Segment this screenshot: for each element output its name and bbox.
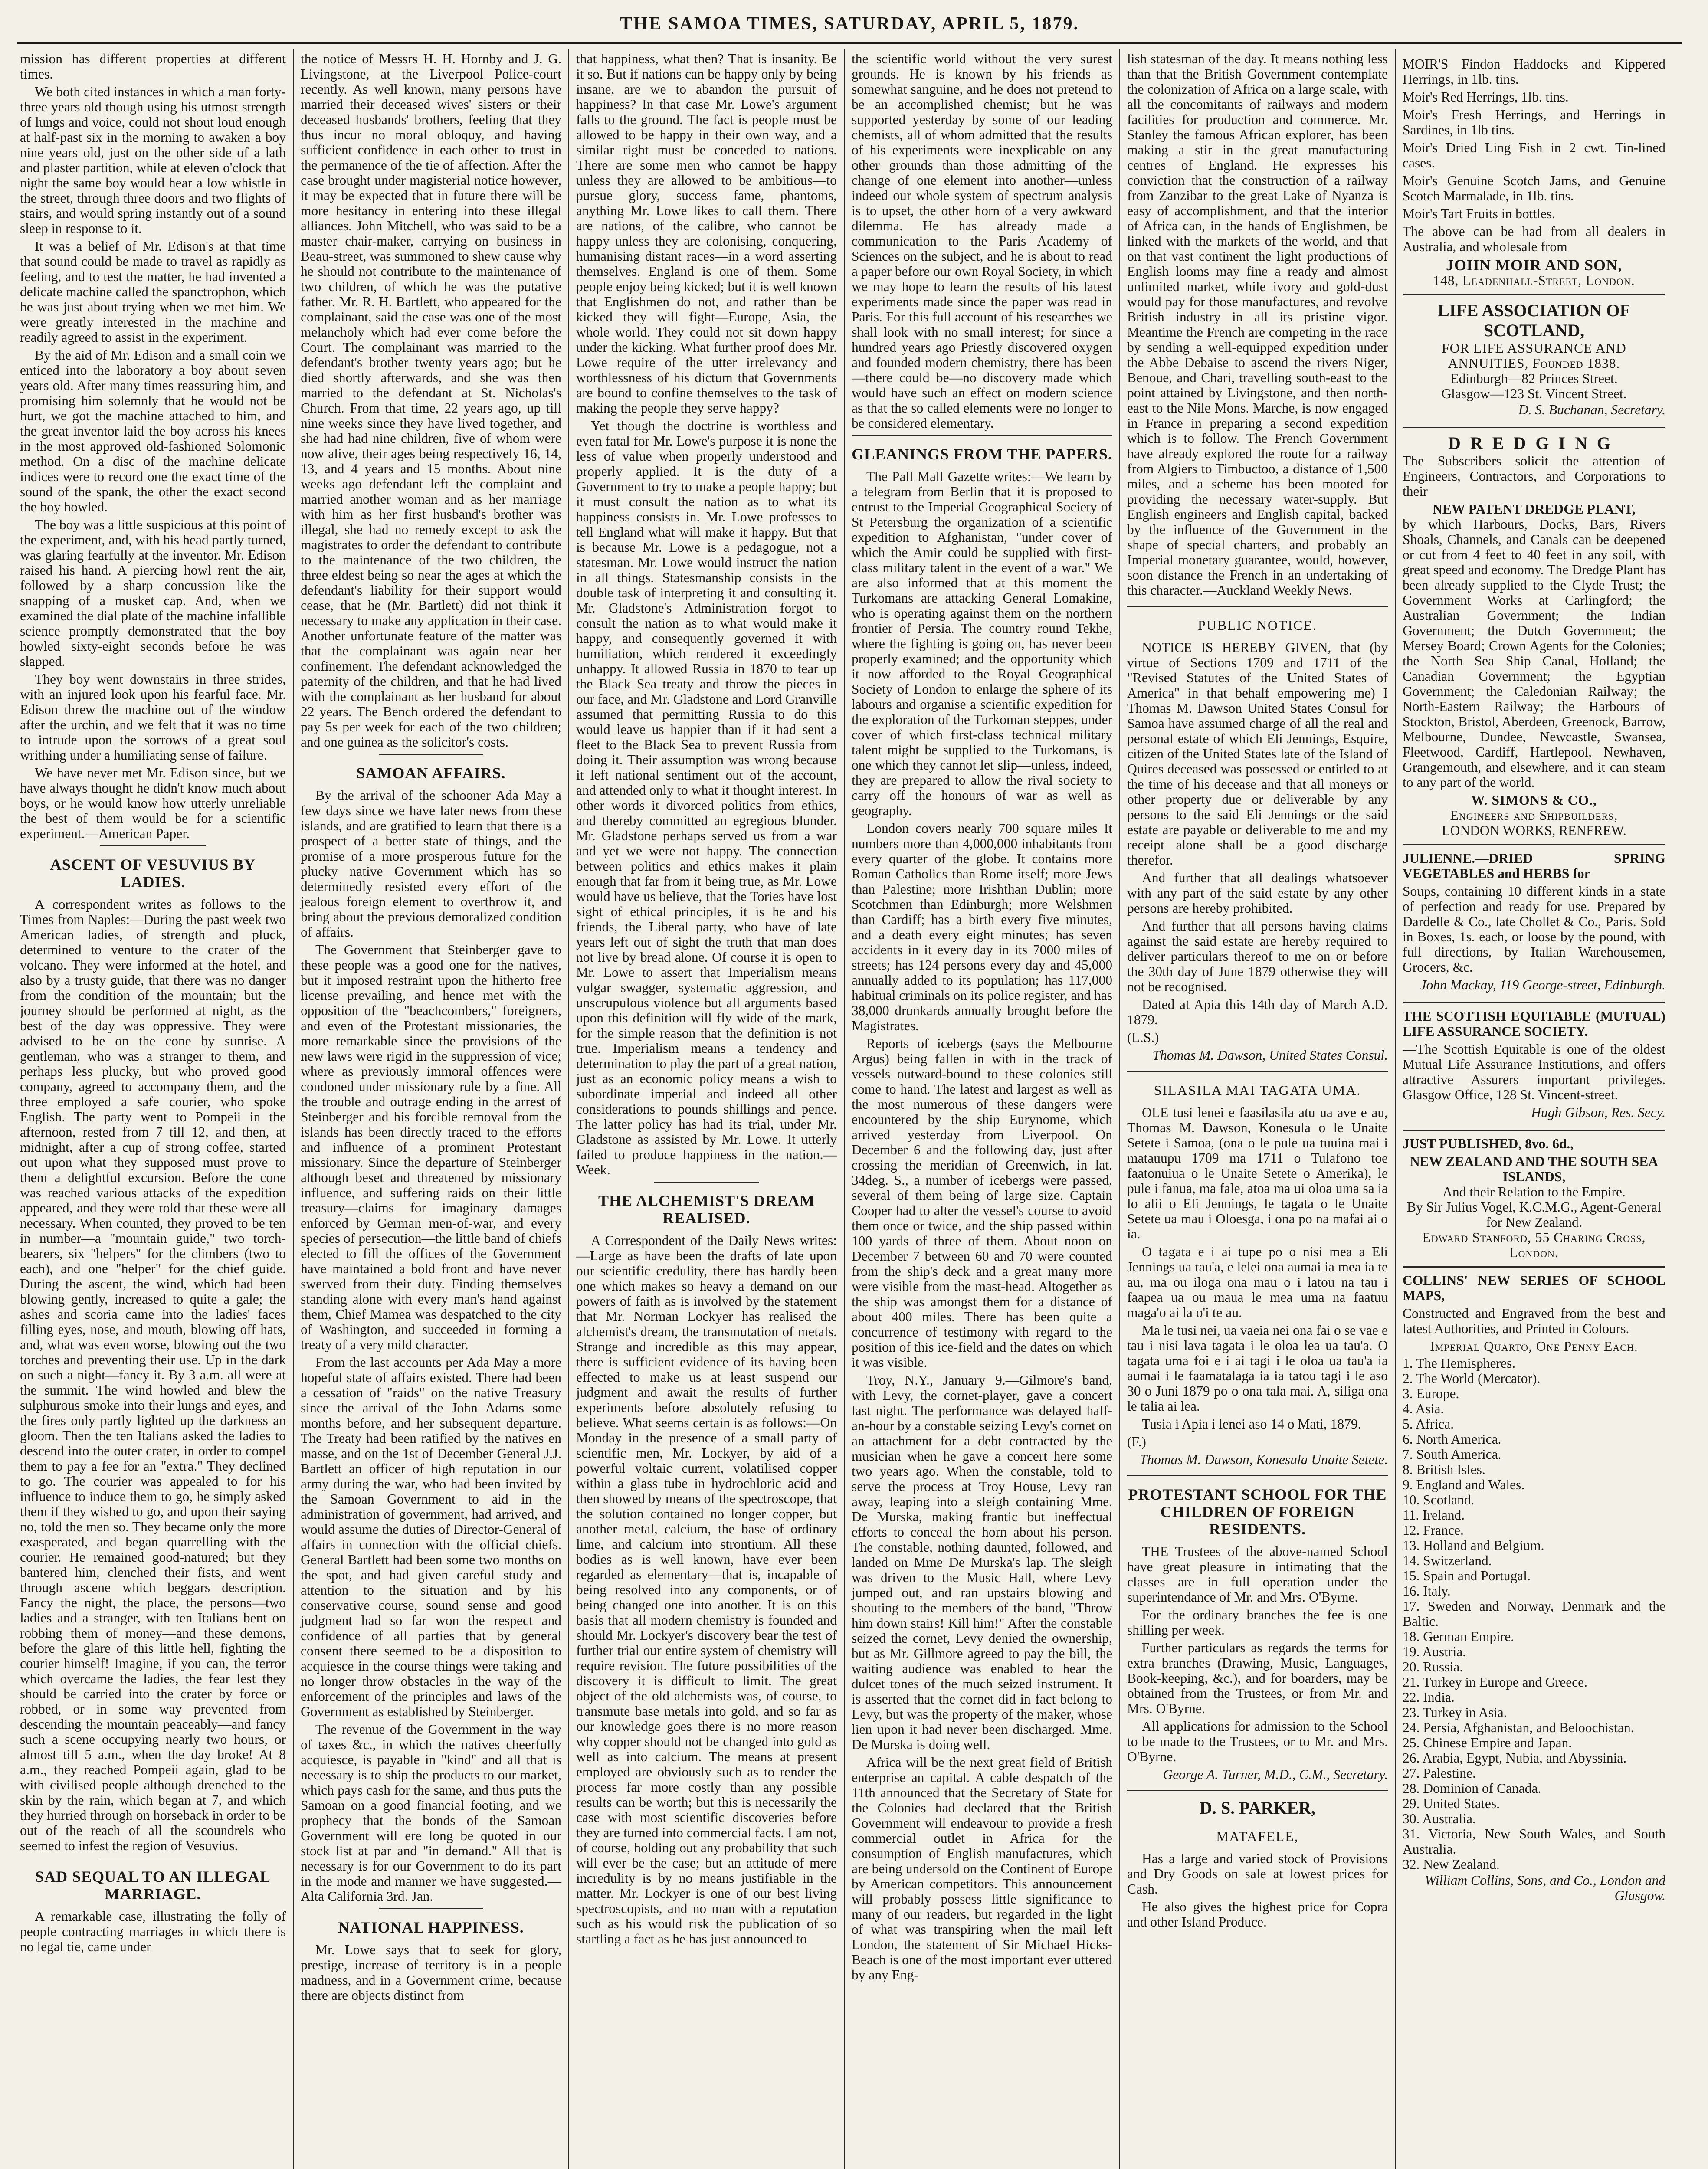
map-list-item: 10. Scotland. — [1403, 1492, 1475, 1507]
ad-heading: D. S. PARKER, — [1199, 1798, 1316, 1818]
ad-line: Soups, containing 10 different kinds in a state of perfection and ready for use. Prepared by Dardelle & Co., late Chollet & Co., Paris. Sold in Boxes, 1s. each, or loose by the pound, with full directions, by Italian Warehousemen, Grocers, &c. — [1403, 884, 1665, 975]
map-list-item: 32. New Zealand. — [1403, 1857, 1500, 1872]
ad-heading: THE SCOTTISH EQUITABLE (MUTUAL) LIFE ASSURANCE SOCIETY. — [1403, 1009, 1665, 1039]
ad-heading: JUST PUBLISHED, 8vo. 6d., — [1403, 1136, 1574, 1151]
ad-line: Moir's Red Herrings, 1lb. tins. — [1403, 89, 1569, 105]
ad-address: 148, Leadenhall-Street, London. — [1433, 273, 1635, 288]
ad-scottish-equitable — [1403, 1003, 1665, 1131]
map-list-item: 18. German Empire. — [1403, 1629, 1515, 1644]
article-paragraph: The Pall Mall Gazette writes:—We learn by a telegram from Berlin that it is proposed to entrust to the Imperial Geographical Society of St Petersburg the organization of a scientific expedition to Afghanistan, "under cover of which the Amir could be supplied with first-class military talent in the event of a war." We are also informed that at this moment the Turkomans are attacking General Lomakine, who is operating against them on the northern frontier of Persia. The country round Tekhe, where the fighting is going on, has never been properly examined; and the opportunity which it now afforded to the Royal Geographical Society of London to enlarge the sphere of its labours and organise a scientific expedition for the exploration of the Turkoman steppes, under cover of which first-class technical military talent might be supplied to the Turkomans, is one which they cannot let slip—unless, indeed, they are prepared to allow the rival society to carry off the honours of war as well as geography. — [852, 469, 1112, 818]
map-list-item: 15. Spain and Portugal. — [1403, 1568, 1531, 1583]
ad-heading: LIFE ASSOCIATION OF SCOTLAND, — [1438, 301, 1630, 340]
map-list-item: 27. Palestine. — [1403, 1766, 1476, 1781]
map-list-item: 2. The World (Mercator). — [1403, 1371, 1541, 1386]
ad-signature: William Collins, Sons, and Co., London and Glasgow. — [1425, 1873, 1665, 1903]
ad-line: By Sir Julius Vogel, K.C.M.G., Agent-General for New Zealand. — [1407, 1199, 1661, 1230]
article-paragraph: Africa will be the next great field of British enterprise an capital. A cable despatch of the 11th announced that the Secretary of State for the Colonies had declared that the British Government will endeavour to provide a fresh commercial outlet in Africa for the consumption of English manufactures, which are being undersold on the Continent of Europe by American competitors. This announcement will probably possess little significance to many of our readers, but regarded in the light of what was transpiring when the mail left London, the statement of Sir Michael Hicks-Beach is one of the most important ever uttered by any Eng- — [852, 1755, 1112, 1982]
article-heading: NATIONAL HAPPINESS. — [338, 1919, 524, 1936]
map-list — [1403, 1356, 1665, 1872]
map-list-item: 22. India. — [1403, 1690, 1455, 1705]
article-paragraph: They boy went downstairs in three strides, with an injured look upon his fearful face. Mr. Edison threw the machine out of the window after the urchin, and we felt that it was no time to intrude upon the sorrows of a great soul writhing under a humiliating sense of failure. — [20, 672, 286, 763]
ad-heading: DREDGING — [1448, 433, 1620, 453]
ad-julienne — [1403, 845, 1665, 1003]
article-paragraph: Mr. Lowe says that to seek for glory, prestige, increase of territory is in a people madness, and in a Government crime, because there are objects distinct from — [301, 1942, 561, 2003]
ad-firm: Engineers and Shipbuilders, — [1450, 808, 1618, 823]
ad-line: Moir's Dried Ling Fish in 2 cwt. Tin-lined cases. — [1403, 140, 1665, 170]
article-paragraph: lish statesman of the day. It means nothing less than that the British Government contemplate the colonization of Africa on a large scale, with all the concomitants of railways and modern facilities for production and commerce. Mr. Stanley the famous African explorer, has been making a stir in the great manufacturing centres of England. He expresses his conviction that the construction of a railway from Zanzibar to the great Lake of Nyanza is easy of accomplishment, and that the interior of Africa can, in the hands of Englishmen, be linked with the markets of the world, and that on that vast continent the light productions of English looms may fine a ready and almost unlimited market, while ivory and gold-dust would pay for those manufactures, and revolve British industry in all its pristine vigor. Meantime the French are competing in the race by sending a well-equipped expedition under the Abbe Debaise to ascend the rivers Niger, Benoue, and Chari, travelling south-east to the point attained by Livingstone, and then north-east to the Nile Mons. Marche, is now engaged in France in preparing a second expedition which is to follow. The French Government have already explored the route for a railway from Algiers to Timbuctoo, a distance of 1,500 miles, and a scheme has been mooted for providing the necessary water-supply. But English engineers and English capital, backed by the influence of the Government in the shape of special charters, and probably an Imperial monetary guarantee, would, however, soon distance the French in an undertaking of this character.—Auckland Weekly News. — [1127, 51, 1388, 598]
ad-subheading: NEW PATENT DREDGE PLANT, — [1433, 501, 1636, 517]
masthead-title: THE SAMOA TIMES, SATURDAY, APRIL 5, 1879. — [620, 14, 1079, 34]
notice-paragraph: OLE tusi lenei e faasilasila atu ua ave e au, Thomas M. Dawson, Konesula o le Unaite Setete i Samoa, (ona o le pule ua tuuina mai i matauupu 1709 ma 1711 o Tulafono toe faatonuiua o le Unaite Setete o Amerika), le pule i fanua, ma fale, atoa ma ui oloa uma sa ia lo alii o Eli Jennings, le tagata o le Unaite Setete ua mau i Oloesga, i ona po na mafai ai o ia. — [1127, 1105, 1388, 1242]
map-list-item: 11. Ireland. — [1403, 1507, 1465, 1523]
article-paragraph: The revenue of the Government in the way of taxes &c., in which the natives cheerfully acquiesce, is payable in "kind" and all that is necessary is to ship the products to our market, which pays cash for the same, and thus puts the Samoan on a good financial footing, and we prophecy that the bonds of the Samoan Government will ere long be quoted in our stock list at par and "in demand." All that is necessary is for our Government to do its part in the mode and manner we have suggested.—Alta California 3rd. Jan. — [301, 1722, 561, 1904]
map-list-item: 25. Chinese Empire and Japan. — [1403, 1735, 1572, 1750]
ad-line: The above can be had from all dealers in Australia, and wholesale from — [1403, 224, 1665, 254]
ad-line: MOIR'S Findon Haddocks and Kippered Herrings, in 1lb. tins. — [1403, 56, 1665, 87]
map-list-item: 7. South America. — [1403, 1447, 1501, 1462]
columns — [17, 49, 1682, 2169]
map-list-item: 29. United States. — [1403, 1796, 1500, 1811]
ad-title: NEW ZEALAND AND THE SOUTH SEA ISLANDS, — [1410, 1154, 1659, 1184]
divider — [100, 845, 206, 846]
article-paragraph: mission has different properties at different times. — [20, 51, 286, 82]
masthead-rule — [17, 42, 1682, 44]
notice-paragraph: THE Trustees of the above-named School have great pleasure in intimating that the classes are in full operation under the superintendance of Mr. and Mrs. O'Byrne. — [1127, 1544, 1388, 1605]
article-paragraph: From the last accounts per Ada May a more hopeful state of affairs existed. There had been a cessation of "raids" on the native Treasury since the arrival of the John Adams some months before, and her subsequent departure. The Treaty had been ratified by the natives en masse, and on the 1st of December General J.J. Bartlett an officer of high reputation in our army during the war, who had been invited by the Samoan Government to aid in the administration of government, had arrived, and would assume the duties of Director-General of affairs in connection with the official chiefs. General Bartlett had been some two months on the spot, and had given careful study and attention to the situation and by his conservative course, sound sense and good judgment had so far won the respect and confidence of all parties that by general consent there seemed to be a disposition to acquiesce in the course things were taking and no longer throw obstacles in the way of the enforcement of the principles and laws of the Government as established by Steinberger. — [301, 1355, 561, 1719]
article-heading: ASCENT OF VESUVIUS BY LADIES. — [50, 856, 256, 891]
ad-heading: JULIENNE.—DRIED SPRING VEGETABLES and HERBS for — [1403, 851, 1665, 881]
map-list-item: 13. Holland and Belgium. — [1403, 1538, 1544, 1553]
article-paragraph: Yet though the doctrine is worthless and even fatal for Mr. Lowe's purpose it is none the less of value when properly understood and properly applied. It is the duty of a Government to try to make a people happy; but it must consult the nation as to what its happiness consists in. Mr. Lowe professes to tell England what will make it happy. But that is because Mr. Lowe is a pedagogue, not a statesman. Mr. Lowe would instruct the nation in all things. Statesmanship consists in the double task of interpreting it and consulting it. Mr. Gladstone's Administration forgot to consult the nation as to what would make it happy, and consequently governed it with humiliation, which rendered it exceedingly unhappy. It allowed Russia in 1870 to tear up the Black Sea treaty and throw the pieces in our face, and Mr. Gladstone and Lord Granville assumed that permitting Russia to do this would leave us happier than if it had sent a fleet to the Black Sea to prevent Russia from doing it. Their assumption was wrong because it left national sentiment out of the account, and attended only to what it thought interest. In other words it divorced politics from ethics, and thereby committed an egregious blunder. Mr. Gladstone perhaps served us from a war and yet we were not happy. The connection between politics and ethics makes it plain enough that far from it being true, as Mr. Lowe would have us believe, that the Tories have lost sight of ethical principles, it is he and his friends, the Liberal party, who have of late years left out of sight the truth that man does not live by bread alone. Of course it is open to Mr. Lowe to assert that Imperialism means vulgar swagger, systematic aggression, and unscrupulous violence but all arguments based upon this definition will fly wide of the mark, for the simple reason that the definition is not true. Imperialism means a tendency and determination to play the part of a great nation, just as an economic policy means a wish to subordinate imperial and indeed all other considerations to pounds shillings and pence. The latter policy has had its trial, under Mr. Gladstone as assisted by Mr. Lowe. It utterly failed to produce happiness in the nation.—Week. — [576, 418, 837, 1177]
notice-seal: (F.) — [1127, 1434, 1146, 1449]
divider — [1127, 606, 1388, 607]
masthead — [17, 9, 1682, 39]
article-paragraph: the notice of Messrs H. H. Hornby and J. G. Livingstone, at the Liverpool Police-court recently. As well known, many persons have married their deceased wives' sisters or their deceased husbands' brothers, feeling that they thus incur no moral obloquy, and having sufficient confidence in each other to trust in the permanence of the tie of affection. After the case brought under magisterial notice however, it may be expected that in future there will be more hesitancy in entering into these illegal alliances. John Mitchell, who was said to be a master chair-maker, carrying on business in Beau-street, was summoned to shew cause why he should not contribute to the maintenance of two children, of which he was the putative father. Mr. R. H. Bartlett, who appeared for the complainant, said the case was one of the most melancholy which had ever come before the Court. The complainant was married to the defendant's brother twenty years ago; but he died shortly afterwards, and she was then married to the defendant at St. Nicholas's Church. From that time, 22 years ago, up till nine weeks since they have lived together, and she had had nine children, five of whom were now alive, their ages being respectively 16, 14, 13, and 4 years and 15 months. About nine weeks ago defendant left the complaint and married another woman and as her marriage with him as her first husband's brother was illegal, she had no remedy except to ask the magistrates to order the defendant to contribute to the maintenance of the two children, the three eldest being so near the ages at which the defendant's liability for their support would cease, that he (Mr. Bartlett) did not think it necessary to make any application in their case. Another unfortunate feature of the matter was that the complainant was again near her confinement. The defendant acknowledged the paternity of the children, and that he had lived with the complainant as her husband for about 22 years. The Bench ordered the defendant to pay 5s per week for each of the two children; and one guinea as the solicitor's costs. — [301, 51, 561, 750]
column-6-ads — [1395, 49, 1672, 2169]
ad-subheading: Imperial Quarto, One Penny Each. — [1430, 1339, 1638, 1354]
article-paragraph: Reports of icebergs (says the Melbourne Argus) being fallen in with in the track of vessels outward-bound to these colonies still come to hand. The latest and largest as well as the most numerous of these dangers were encountered by the ship Eurynome, which arrived yesterday from Liverpool. On December 6 and the following day, just after crossing the meridian of Greenwich, in lat. 34deg. S., a number of icebergs were passed, several of them being of large size. Captain Cooper had to alter the vessel's course to avoid them once or twice, and the ship passed within 100 yards of three of them. About noon on December 7 between 60 and 70 were counted from the ship's deck and a great many more were visible from the mast-head. Altogether as the ship was amongst them for a distance of about 400 miles. There has been quite a concurrence of testimony with regard to the position of this ice-field and the dates on which it was visible. — [852, 1036, 1112, 1370]
notice-heading: PROTESTANT SCHOOL FOR THE CHILDREN OF FOREIGN RESIDENTS. — [1128, 1486, 1387, 1538]
ad-line: —The Scottish Equitable is one of the oldest Mutual Life Assurance Institutions, and offers attractive Assurers important privileges. Glasgow Office, 128 St. Vincent-street. — [1403, 1042, 1665, 1102]
ad-paragraph: He also gives the highest price for Copra and other Island Produce. — [1127, 1899, 1388, 1930]
column-2 — [293, 49, 568, 2169]
map-list-item: 6. North America. — [1403, 1432, 1501, 1447]
ad-line: Moir's Genuine Scotch Jams, and Genuine Scotch Marmalade, in 1lb. tins. — [1403, 173, 1665, 203]
ad-address: Glasgow—123 St. Vincent Street. — [1441, 386, 1627, 401]
ad-signature: D. S. Buchanan, Secretary. — [1518, 402, 1665, 417]
map-list-item: 9. England and Wales. — [1403, 1477, 1525, 1492]
ad-line: Moir's Tart Fruits in bottles. — [1403, 206, 1556, 221]
ad-subheading: And their Relation to the Empire. — [1442, 1184, 1626, 1199]
article-paragraph: We both cited instances in which a man forty-three years old though using his utmost strength of lungs and voice, could not shout loud enough at half-past six in the morning to awaken a boy nine years old, just on the other side of a lath and plaster partition, while at eleven o'clock that night the same boy would hear a low whistle in the street, through three doors and two flights of stairs, and would spring instantly out of a sound sleep in response to it. — [20, 84, 286, 236]
notice-paragraph: For the ordinary branches the fee is one shilling per week. — [1127, 1607, 1388, 1638]
ad-life-association — [1403, 295, 1665, 428]
divider — [654, 1182, 758, 1183]
article-paragraph: It was a belief of Mr. Edison's at that time that sound could be made to travel as rapidly as feeling, and to test the matter, he had invented a delicate machine called the spanctrophon, which he was just about trying when we met him. We were greatly interested in the machine and readily agreed to assist in the experiment. — [20, 239, 286, 345]
map-list-item: 28. Dominion of Canada. — [1403, 1781, 1541, 1796]
article-paragraph: By the aid of Mr. Edison and a small coin we enticed into the laboratory a boy about seven years old. After many times reassuring him, and promising him solemnly that he would not be hurt, we got the machine attached to him, and the great inventor laid the boy across his knees in the most approved old-fashioned Solomonic method. On a disc of the machine delicate indices were to record one the exact time of the sound of the spank, the other the exact second the boy howled. — [20, 347, 286, 514]
map-list-item: 17. Sweden and Norway, Denmark and the Baltic. — [1403, 1599, 1665, 1629]
ad-dredging — [1403, 428, 1665, 845]
notice-paragraph: And further that all persons having claims against the said estate are hereby required to deliver particulars thereof to me on or before the 30th day of June 1879 otherwise they will not be recognised. — [1127, 918, 1388, 994]
article-paragraph: We have never met Mr. Edison since, but we have always thought he didn't know much about boys, or he would know how utterly unreliable the best of them would be for a scientific experiment.—American Paper. — [20, 765, 286, 841]
map-list-item: 1. The Hemispheres. — [1403, 1356, 1516, 1371]
ad-address: Edinburgh—82 Princes Street. — [1450, 371, 1618, 386]
map-list-item: 14. Switzerland. — [1403, 1553, 1492, 1568]
map-list-item: 8. British Isles. — [1403, 1462, 1485, 1477]
notice-paragraph: Further particulars as regards the terms for extra branches (Drawing, Music, Languages, Book-keeping, &c.), and for boarders, may be obtained from the Trustees, or from Mr. and Mrs. O'Byrne. — [1127, 1640, 1388, 1716]
divider — [852, 435, 1112, 436]
article-heading: GLEANINGS FROM THE PAPERS. — [852, 446, 1112, 463]
map-list-item: 23. Turkey in Asia. — [1403, 1705, 1507, 1720]
article-heading: SAMOAN AFFAIRS. — [356, 764, 506, 782]
notice-paragraph: And further that all dealings whatsoever with any part of the said estate by any other persons are hereby prohibited. — [1127, 870, 1388, 916]
notice-paragraph: NOTICE IS HEREBY GIVEN, that (by virtue of Sections 1709 and 1711 of the "Revised Statutes of the United States of America" in that behalf empowering me) I Thomas M. Dawson United States Consul for Samoa have assumed charge of all the real and personal estate of which Eli Jennings, Esquire, citizen of the United States late of the Island of Quires deceased was possessed or entitled to at the time of his decease and that all moneys or other property due or deliverable by any persons to the said Eli Jennings or the said estate are payable or deliverable to me and my receipt alone shall be a good discharge therefor. — [1127, 640, 1388, 868]
ad-firm: JOHN MOIR AND SON, — [1446, 256, 1623, 274]
column-3 — [568, 49, 844, 2169]
ad-address: Edward Stanford, 55 Charing Cross, London. — [1422, 1230, 1646, 1260]
ad-line: The Subscribers solicit the attention of Engineers, Contractors, and Corporations to their — [1403, 453, 1665, 499]
column-4 — [844, 49, 1119, 2169]
ad-line: Constructed and Engraved from the best and latest Authorities, and Printed in Colours. — [1403, 1306, 1665, 1336]
notice-paragraph: Tusia i Apia i lenei aso 14 o Mati, 1879. — [1142, 1416, 1361, 1432]
ad-subheading: MATAFELE, — [1216, 1828, 1299, 1844]
divider — [1127, 1790, 1388, 1791]
article-paragraph: A correspondent writes as follows to the Times from Naples:—During the past week two American ladies, of strength and pluck, determined to venture to the crater of the volcano. They were informed at the hotel, and also by a trusty guide, that there was no danger from the condition of the mountain; but the journey should be performed at night, as the best of the day was oppressive. They were advised to be on the cone by sunrise. A gentleman, who was a stranger to them, and perhaps less plucky, but who proved good company, agreed to accompany them, and the three employed a safe courier, who spoke English. The party went to Pompeii in the afternoon, rested from 7 till 12, and then, at midnight, after a cup of strong coffee, started out upon what they supposed must prove to them a delightful excursion. Before the cone was reached various attacks of the expedition appeared, and they were told that these were all necessary. When counted, they proved to be ten in number—a "mountain guide," two torch-bearers, six "helpers" for the climbers (two to each), and one "helper" for the chief guide. During the ascent, the wind, which had been blowing gently, increased to quite a gale; the ashes and scoria came into the ladies' faces filling eyes, nose, and mouth, blowing off hats, and, what was even worse, blowing out the two torches and preventing their use. Up in the dark on such a night—fancy it. By 3 a.m. all were at the summit. The wind howled and blew the sulphurous smoke into their lungs and eyes, and the fires only partly lighted up the darkness an gloom. Then the ten Italians asked the ladies to descend into the outer crater, in order to compel them to pay a fee for an "extra." They declined to go. The courier was appealed to for his influence to induce them to go, he simply asked them if they wished to go, and upon their saying no, told the men so. They became only the more exasperated, and began quarrelling with the courier. He remained good-natured; but they bantered him, clenched their fists, and went through ascene which beggars description. Fancy the night, the place, the persons—two ladies and a stranger, with ten Italians bent on robbing them of money—and these demons, before the glare of this little hell, fighting the courier himself! Imagine, if you can, the terror which overcame the ladies, the fear lest they should be carried into the crater by force or robbed, or in some way prevented from descending the mountain peaceably—and fancy such a scene occupying nearly two hours, or almost till 5 a.m., when the day broke! At 8 a.m., they reached Pompeii again, glad to be with civilised people although drenched to the skin by the rain, which began at 7, and which they hurried through on horseback in order to be out of the reach of all the scoundrels who seemed to infest the region of Vesuvius. — [20, 897, 286, 1853]
map-list-item: 21. Turkey in Europe and Greece. — [1403, 1674, 1588, 1690]
map-list-item: 19. Austria. — [1403, 1644, 1466, 1659]
article-paragraph: London covers nearly 700 square miles It numbers more than 4,000,000 inhabitants from every quarter of the globe. It contains more Roman Catholics than Rome itself; more Jews than Palestine; more Irishthan Dublin; more Scotchmen than Edinburgh; more Welshmen than Cardiff; has a birth every five minutes, and a death every eight minutes; has seven accidents in it every day in its 7000 miles of streets; has 124 persons every day and 45,000 annually added to its population; has 117,000 habitual criminals on its police register, and has 38,000 drunkards annually brought before the Magistrates. — [852, 821, 1112, 1033]
notice-seal: (L.S.) — [1127, 1030, 1159, 1045]
divider — [1127, 1475, 1388, 1476]
map-list-item: 12. France. — [1403, 1523, 1464, 1538]
notice-paragraph: Ma le tusi nei, ua vaeia nei ona fai o se vae e tau i nisi lava tagata i le oloa lea ua tau'a. O tagata uma foi e i ai tagi i le oloa ua tau'a ia aumai i le faamatalaga ia ia tatou tagi i le aso 30 o Juni 1879 po o ona tala mai. A, siliga ona le talia ai lea. — [1127, 1323, 1388, 1414]
divider — [379, 754, 483, 755]
notice-signature: Thomas M. Dawson, Konesula Unaite Setete. — [1139, 1452, 1388, 1467]
map-list-item: 4. Asia. — [1403, 1401, 1444, 1416]
article-paragraph: A remarkable case, illustrating the folly of people contracting marriages in which there is no legal tie, came under — [20, 1909, 286, 1954]
map-list-item: 20. Russia. — [1403, 1659, 1463, 1674]
map-list-item: 30. Australia. — [1403, 1811, 1476, 1826]
notice-heading: SILASILA MAI TAGATA UMA. — [1154, 1082, 1361, 1098]
notice-paragraph: O tagata e i ai tupe po o nisi mea a Eli Jennings ua tau'a, e lelei ona aumai ia mea ia te au, ma ou iloga ona mau o i latou na tau i faapea ua ou maua le mea uma na faatuu maga'o ai la o'i te au. — [1127, 1244, 1388, 1320]
map-list-item: 16. Italy. — [1403, 1583, 1451, 1599]
column-1 — [17, 49, 293, 2169]
article-heading: THE ALCHEMIST'S DREAM REALISED. — [598, 1192, 815, 1227]
ad-signature: John Mackay, 119 George-street, Edinburgh. — [1420, 977, 1665, 993]
ad-subheading: FOR LIFE ASSURANCE AND ANNUITIES, Founded 1838. — [1442, 341, 1626, 371]
article-paragraph: By the arrival of the schooner Ada May a few days since we have later news from these islands, and are gratified to learn that there is a prospect of a better state of things, and the promise of a more prosperous future for the plucky native Government which has so determinedly resisted every effort of the jealous foreign element to overthrow it, and bring about the previous demoralized condition of affairs. — [301, 788, 561, 940]
map-list-item: 24. Persia, Afghanistan, and Beloochistan. — [1403, 1720, 1634, 1735]
map-list-item: 31. Victoria, New South Wales, and South Australia. — [1403, 1826, 1665, 1857]
article-heading: SAD SEQUAL TO AN ILLEGAL MARRIAGE. — [35, 1868, 271, 1903]
ad-signature: Hugh Gibson, Res. Secy. — [1531, 1105, 1665, 1120]
map-list-item: 3. Europe. — [1403, 1386, 1459, 1401]
article-paragraph: that happiness, what then? That is insanity. Be it so. But if nations can be happy only by being insane, are we to abandon the pursuit of happiness? In that case Mr. Lowe's argument falls to the ground. The fact is people must be allowed to be happy in their own way, and a similar right must be conceded to nations. There are some men who cannot be happy unless they are allowed to be ambitious—to pursue glory, success fame, phantoms, anything Mr. Lowe likes to call them. There are nations, of the calibre, who cannot be happy unless they are colonising, conquering, humanising distant races—in a word asserting themselves. England is one of them. Some people enjoy being kicked; but it is well known that Englishmen do not, and rather than be kicked they will fight—Europe, Asia, the whole world. They could not sit down happy under the kicking. What further proof does Mr. Lowe require of the utter irrelevancy and worthlessness of his dictum that Governments are bound to confine themselves to the task of making the people they serve happy? — [576, 51, 837, 416]
ad-line: by which Harbours, Docks, Bars, Rivers Shoals, Channels, and Canals can be deepened or cut from 4 feet to 40 feet in any soil, with great speed and economy. The Dredge Plant has been already supplied to the Clyde Trust; the Government Works at Carlingford; the Australian Government; the Indian Government; the Dutch Government; the Mersey Board; Crown Agents for the Colonies; the North Sea Ship Canal, Holland; the Canadian Government; the Egyptian Government; the Caledonian Railway; the North-Eastern Railway; the Harbours of Stockton, Bristol, Aberdeen, Greenock, Barrow, Melbourne, Dundee, Newcastle, Swansea, Fleetwood, Cardiff, Hartlepool, Newhaven, Grangemouth, and elsewhere, and it can steam to any part of the world. — [1403, 517, 1665, 790]
ad-line: Moir's Fresh Herrings, and Herrings in Sardines, in 1lb tins. — [1403, 107, 1665, 138]
divider — [1127, 1071, 1388, 1072]
article-paragraph: The boy was a little suspicious at this point of the experiment, and, with his head partly turned, was glaring fearfully at the inventor. Mr. Edison raised his hand. A piercing howl rent the air, followed by a sharp concussion like the snapping of a musket cap. And, when we examined the dial plate of the machine infallible science promptly demonstrated that the boy howled sixty-eight seconds before he was slapped. — [20, 517, 286, 669]
article-paragraph: A Correspondent of the Daily News writes:—Large as have been the drafts of late upon our scientific credulity, there has hardly been one which makes so heavy a demand on our powers of faith as is involved by the statement that Mr. Norman Lockyer has realised the alchemist's dream, the transmutation of metals. Strange and incredible as this may appear, there is sufficient evidence of its having been effected to make us at least suspend our judgment and await the results of further experiments before absolutely refusing to believe. What seems certain is as follows:—On Monday in the presence of a small party of scientific men, Mr. Lockyer, by aid of a powerful voltaic current, volatilised copper within a glass tube in hydrochloric acid and then showed by means of the spectroscope, that the solution contained no longer copper, but another metal, calcium, the base of ordinary lime, and calcium into strontium. All these bodies as is well known, have ever been regarded as elementary—that is, incapable of being resolved into any components, or of being changed one into another. It is on this basis that all modern chemistry is founded and should Mr. Lockyer's discovery bear the test of further trial our entire system of chemistry will require revision. The future possibilities of the discovery it is difficult to limit. The great object of the old alchemists was, of course, to transmute base metals into gold, and so far as our knowledge goes there is no more reason why copper should not be changed into gold as well as into calcium. The means at present employed are obviously such as to render the process far more costly than any possible results can be worth; but this is necessarily the case with most scientific discoveries before they are turned into commercial facts. I am not, of course, holding out any probability that such will ever be the case; but an attitude of mere incredulity is by no means justifiable in the matter. Mr. Lockyer is one of our best living spectroscopists, and no man with a reputation such as his would risk the publication of so startling a fact as he has just announced to — [576, 1233, 837, 1946]
article-paragraph: the scientific world without the very surest grounds. He is known by his friends as somewhat sanguine, and he does not pretend to be an accomplished chemist; but he was supported yesterday by some of our leading chemists, all of whom admitted that the results of his experiments were inexplicable on any other grounds than those admitting of the change of one element into another—unless indeed our whole system of spectrum analysis is to upset, the other horn of a very awkward dilemma. He has already made a communication to the Paris Academy of Sciences on the subject, and he is about to read a paper before our own Royal Society, in which we may hope to learn the results of his latest experiments made since the paper was read in Paris. For this full account of his researches we shall look with no small interest; for since a hundred years ago Priestly discovered oxygen and founded modern chemistry, there has been—there could be—no discovery made which would have such an effect on modern science as that the so called elements were no longer to be considered elementary. — [852, 51, 1112, 431]
ad-heading: COLLINS' NEW SERIES OF SCHOOL MAPS, — [1403, 1273, 1665, 1303]
notice-signature: Thomas M. Dawson, United States Consul. — [1152, 1048, 1388, 1063]
notice-signature: George A. Turner, M.D., C.M., Secretary. — [1163, 1767, 1388, 1782]
notice-heading: PUBLIC NOTICE. — [1197, 617, 1318, 633]
map-list-item: 5. Africa. — [1403, 1416, 1454, 1432]
ad-address: LONDON WORKS, RENFREW. — [1442, 823, 1626, 838]
ad-firm: W. SIMONS & CO., — [1471, 793, 1597, 808]
ad-just-published — [1403, 1131, 1665, 1268]
ad-moir — [1403, 51, 1665, 295]
ad-collins-maps — [1403, 1268, 1665, 1913]
column-5 — [1119, 49, 1395, 2169]
notice-paragraph: Dated at Apia this 14th day of March A.D. 1879. — [1127, 997, 1388, 1027]
article-paragraph: The Government that Steinberger gave to these people was a good one for the natives, but it imposed restraint upon the hitherto free license prevailing, and hence met with the opposition of the "beachcombers," foreigners, and even of the Protestant missionaries, the more remarkable since the provisions of the new laws were rigid in the suppression of vice; where as previously immoral offences were condoned under missionary rule by a fine. All the trouble and outrage ending in the arrest of Steinberger and his forcible removal from the islands has been directly traced to the efforts and influence of a prominent Protestant missionary. Since the departure of Steinberger although beset and threatened by missionary influence, and suffering raids on their little treasury—claims for imaginary damages enforced by German men-of-war, and every species of persecution—the little band of chiefs elected to fill the offices of the Government have maintained a bold front and have never swerved from their duty. Finding themselves standing alone with every man's hand against them, Chief Mamea was despatched to the city of Washington, and succeeded in forming a treaty of a very mild character. — [301, 942, 561, 1352]
ad-paragraph: Has a large and varied stock of Provisions and Dry Goods on sale at lowest prices for Cash. — [1127, 1851, 1388, 1897]
article-paragraph: Troy, N.Y., January 9.—Gilmore's band, with Levy, the cornet-player, gave a concert last night. The performance was delayed half-an-hour by a constable seizing Levy's cornet on an attachment for a debt contracted by the musician when he gave a concert here some two years ago. When the constable, told to serve the process at Troy House, Levy ran away, leaping into a sleigh containing Mme. De Murska, making frantic but ineffectual efforts to conceal the horn about his person. The constable, nothing daunted, followed, and landed on Mme De Murska's lap. The sleigh was driven to the Music Hall, where Levy jumped out, and ran upstairs blowing and shouting to the members of the band, "Throw him down stairs! Kill him!" After the constable seized the cornet, Levy denied the ownership, but as Mr. Gillmore agreed to pay the bill, the waiting audience was enabled to hear the dulcet tones of the much seized instrument. It is asserted that the cornet did in fact belong to Levy, but was the property of the maker, whose lien upon it had never been discharged. Mme. De Murska is doing well. — [852, 1373, 1112, 1752]
notice-paragraph: All applications for admission to the School to be made to the Trustees, or to Mr. and Mrs. O'Byrne. — [1127, 1719, 1388, 1764]
divider — [379, 1908, 483, 1909]
map-list-item: 26. Arabia, Egypt, Nubia, and Abyssinia. — [1403, 1750, 1627, 1766]
